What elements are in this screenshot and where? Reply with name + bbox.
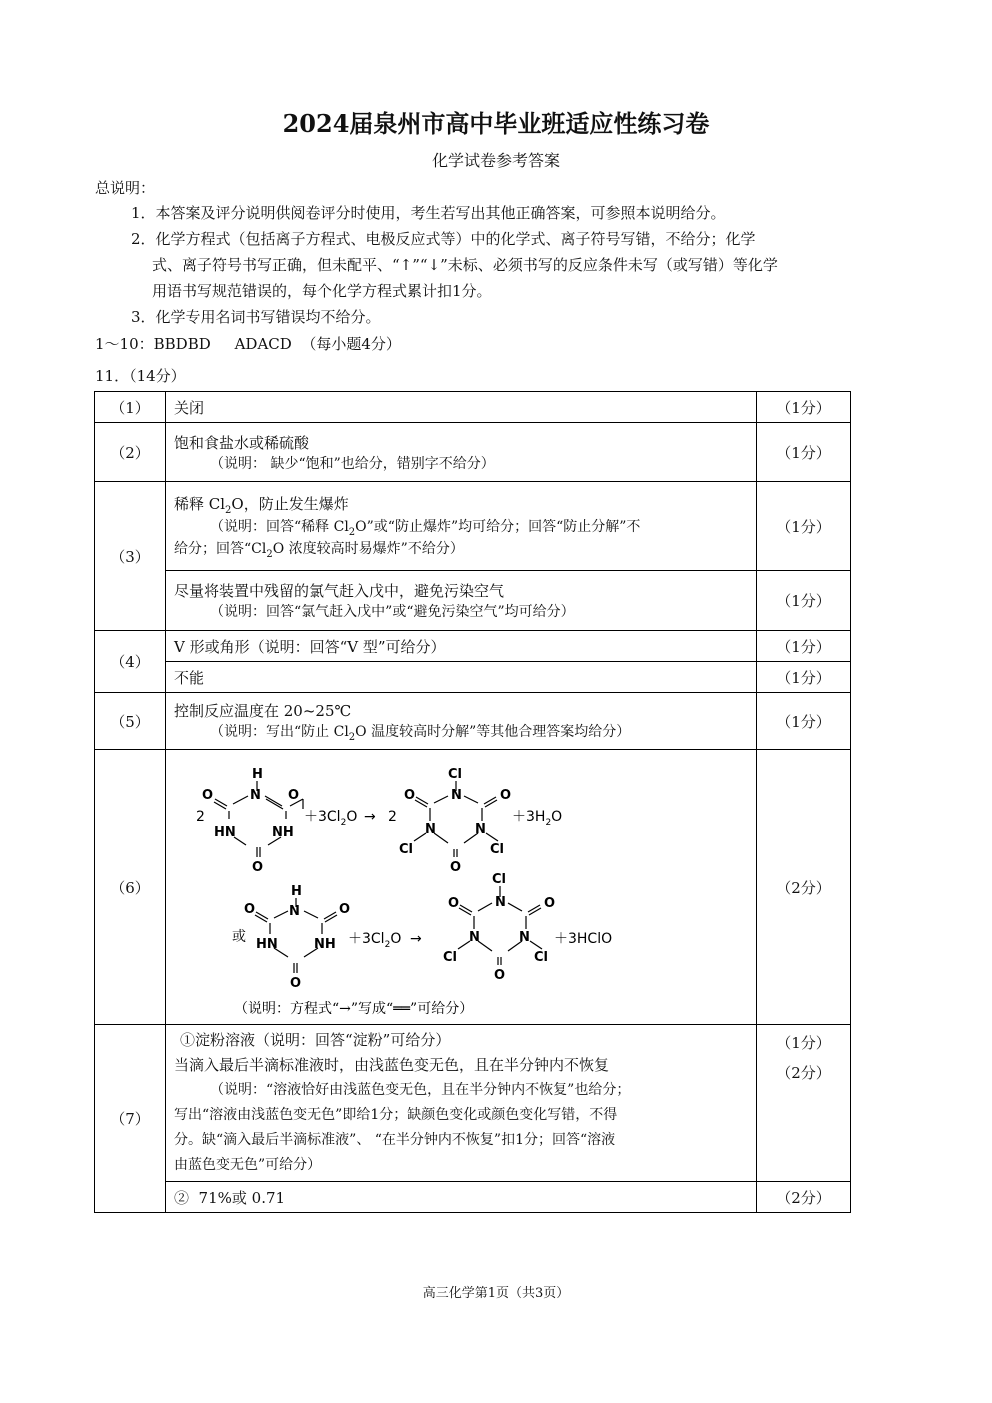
answer-cell <box>166 482 757 571</box>
atom-label: N <box>519 930 530 945</box>
table-row <box>95 482 851 571</box>
atom-label: Cl <box>534 950 548 965</box>
reaction-arrow: → <box>410 931 422 947</box>
answer-cell <box>166 750 757 1025</box>
score-cell <box>757 1025 851 1182</box>
atom-label: O <box>202 788 214 803</box>
answer-text: 尽量将装置中残留的氯气赶入戊中，避免污染空气 <box>174 582 505 600</box>
atom-label: O <box>339 902 351 917</box>
q11-label: 11．（14分） <box>95 367 186 385</box>
atom-label: O <box>290 976 302 991</box>
score-cell: （1分） <box>757 693 851 750</box>
general-item: 1．本答案及评分说明供阅卷评分时使用，考生若写出其他正确答案，可参照本说明给分。 <box>131 204 726 222</box>
general-item: 3．化学专用名词书写错误均不给分。 <box>131 308 381 326</box>
score-cell: （1分） <box>757 631 851 662</box>
answer-cell <box>166 693 757 750</box>
answer-cell: V 形或角形（说明：回答“V 型”可给分） <box>166 631 757 662</box>
atom-label: O <box>244 902 256 917</box>
mcq-answers: 1～10：BBDBD ADACD （每小题4分） <box>95 335 401 353</box>
atom-label: O <box>288 788 300 803</box>
table-row <box>95 750 851 1025</box>
answer-note: （说明：写出“防止 $Cl_2O$ 温度较高时分解”等其他合理答案均给分） <box>210 723 631 743</box>
answer-note: 写出“溶液由浅蓝色变无色”即给1分；缺颜色变化或颜色变化写错，不得 <box>174 1107 618 1123</box>
answer-cell <box>166 1025 757 1182</box>
atom-label: NH <box>314 937 336 952</box>
general-item: 用语书写规范错误的，每个化学方程式累计扣1分。 <box>152 282 492 300</box>
answer-cell: 关闭 <box>166 392 757 423</box>
atom-label: O <box>252 860 264 875</box>
coefficient: 2 <box>388 809 397 825</box>
table-row <box>95 571 851 631</box>
atom-label: NH <box>272 825 294 840</box>
score-cell: （2分） <box>757 750 851 1025</box>
coefficient: 2 <box>196 809 205 825</box>
reactant-label: $+3Cl_2O$ <box>304 809 358 828</box>
atom-label: N <box>495 895 506 910</box>
answer-note: （说明：回答“稀释 $Cl_2O$”或“防止爆炸”均可给分；回答“防止分解”不 <box>210 518 641 538</box>
atom-label: O <box>404 788 416 803</box>
row-number: （3） <box>95 482 166 631</box>
atom-label: H <box>252 767 263 782</box>
atom-label: N <box>451 788 462 803</box>
atom-label: N <box>289 904 300 919</box>
answer-note: （说明：回答“氯气赶入戊中”或“避免污染空气”均可给分） <box>210 604 575 620</box>
answer-text: 饱和食盐水或稀硫酸 <box>174 433 310 452</box>
answer-text: ①淀粉溶液（说明：回答“淀粉”可给分） <box>180 1031 451 1049</box>
table-row <box>95 1182 851 1213</box>
row-number: （7） <box>95 1025 166 1213</box>
answer-text: 当滴入最后半滴标准液时，由浅蓝色变无色，且在半分钟内不恢复 <box>174 1056 610 1074</box>
row-number: （5） <box>95 693 166 750</box>
atom-label: N <box>469 930 480 945</box>
row-number: （4） <box>95 631 166 693</box>
atom-label: O <box>494 968 506 983</box>
answer-note: 给分；回答“$Cl_2O$ 浓度较高时易爆炸”不给分） <box>174 540 464 560</box>
atom-label: HN <box>214 825 236 840</box>
table-row <box>95 1025 851 1182</box>
atom-label: O <box>448 896 460 911</box>
score-cell: （1分） <box>757 482 851 571</box>
general-item: 式、离子符号书写正确，但未配平、“↑”“↓”未标、必须书写的反应条件未写（或写错）等化学 <box>152 256 778 274</box>
answer-cell: 不能 <box>166 662 757 693</box>
answer-cell: ② 71%或 0.71 <box>166 1182 757 1213</box>
table-row <box>95 662 851 693</box>
score-cell: （1分） <box>757 571 851 631</box>
answer-note: （说明：“溶液恰好由浅蓝色变无色，且在半分钟内不恢复”也给分； <box>210 1082 631 1098</box>
or-label: 或 <box>232 929 246 945</box>
reaction-arrow: → <box>364 809 376 825</box>
atom-label: N <box>250 788 261 803</box>
page-title: 2024届泉州市高中毕业班适应性练习卷 <box>282 109 710 138</box>
answer-note: 分。缺“滴入最后半滴标准液”、 “在半分钟内不恢复”扣1分；回答“溶液 <box>174 1132 616 1148</box>
page-footer: 高三化学第1页（共3页） <box>422 1286 570 1301</box>
reaction-equations <box>166 751 756 1023</box>
answer-note: （说明：方程式“→”写成“══”可给分） <box>234 1001 474 1017</box>
table-row <box>95 392 851 423</box>
score-cell: （1分） <box>757 392 851 423</box>
atom-label: N <box>425 822 436 837</box>
product-label: ＋3HClO <box>554 931 613 947</box>
answer-table <box>94 391 851 1213</box>
atom-label: Cl <box>490 842 504 857</box>
answer-text: 稀释 $Cl_2O$，防止发生爆炸 <box>174 494 349 516</box>
atom-label: Cl <box>399 842 413 857</box>
score-cell: （2分） <box>757 1182 851 1213</box>
reactant-label: $+3Cl_2O$ <box>348 931 402 950</box>
atom-label: H <box>291 884 302 899</box>
score-value: （1分） <box>776 1034 831 1052</box>
score-value: （2分） <box>776 1064 831 1082</box>
answer-cell <box>166 571 757 631</box>
table-row <box>95 423 851 482</box>
atom-label: Cl <box>492 872 506 887</box>
atom-label: Cl <box>443 950 457 965</box>
product-label: $+3H_2O$ <box>512 809 563 828</box>
table-row <box>95 631 851 662</box>
answer-text: 控制反应温度在 20~25℃ <box>174 701 352 720</box>
general-item: 2．化学方程式（包括离子方程式、电极反应式等）中的化学式、离子符号写错，不给分；化学 <box>131 230 756 248</box>
atom-label: HN <box>256 937 278 952</box>
score-cell: （1分） <box>757 662 851 693</box>
row-number: （6） <box>95 750 166 1025</box>
atom-label: O <box>500 788 512 803</box>
answer-note: 由蓝色变无色”可给分） <box>174 1157 322 1173</box>
page-subtitle: 化学试卷参考答案 <box>431 151 560 170</box>
score-cell: （1分） <box>757 423 851 482</box>
atom-label: O <box>544 896 556 911</box>
atom-label: N <box>475 822 486 837</box>
atom-label: O <box>450 860 462 875</box>
answer-note: （说明： 缺少“饱和”也给分，错别字不给分） <box>210 455 495 472</box>
atom-label: Cl <box>448 767 462 782</box>
answer-cell <box>166 423 757 482</box>
row-number: （2） <box>95 423 166 482</box>
table-row <box>95 693 851 750</box>
general-heading: 总说明： <box>95 179 156 197</box>
row-number: （1） <box>95 392 166 423</box>
